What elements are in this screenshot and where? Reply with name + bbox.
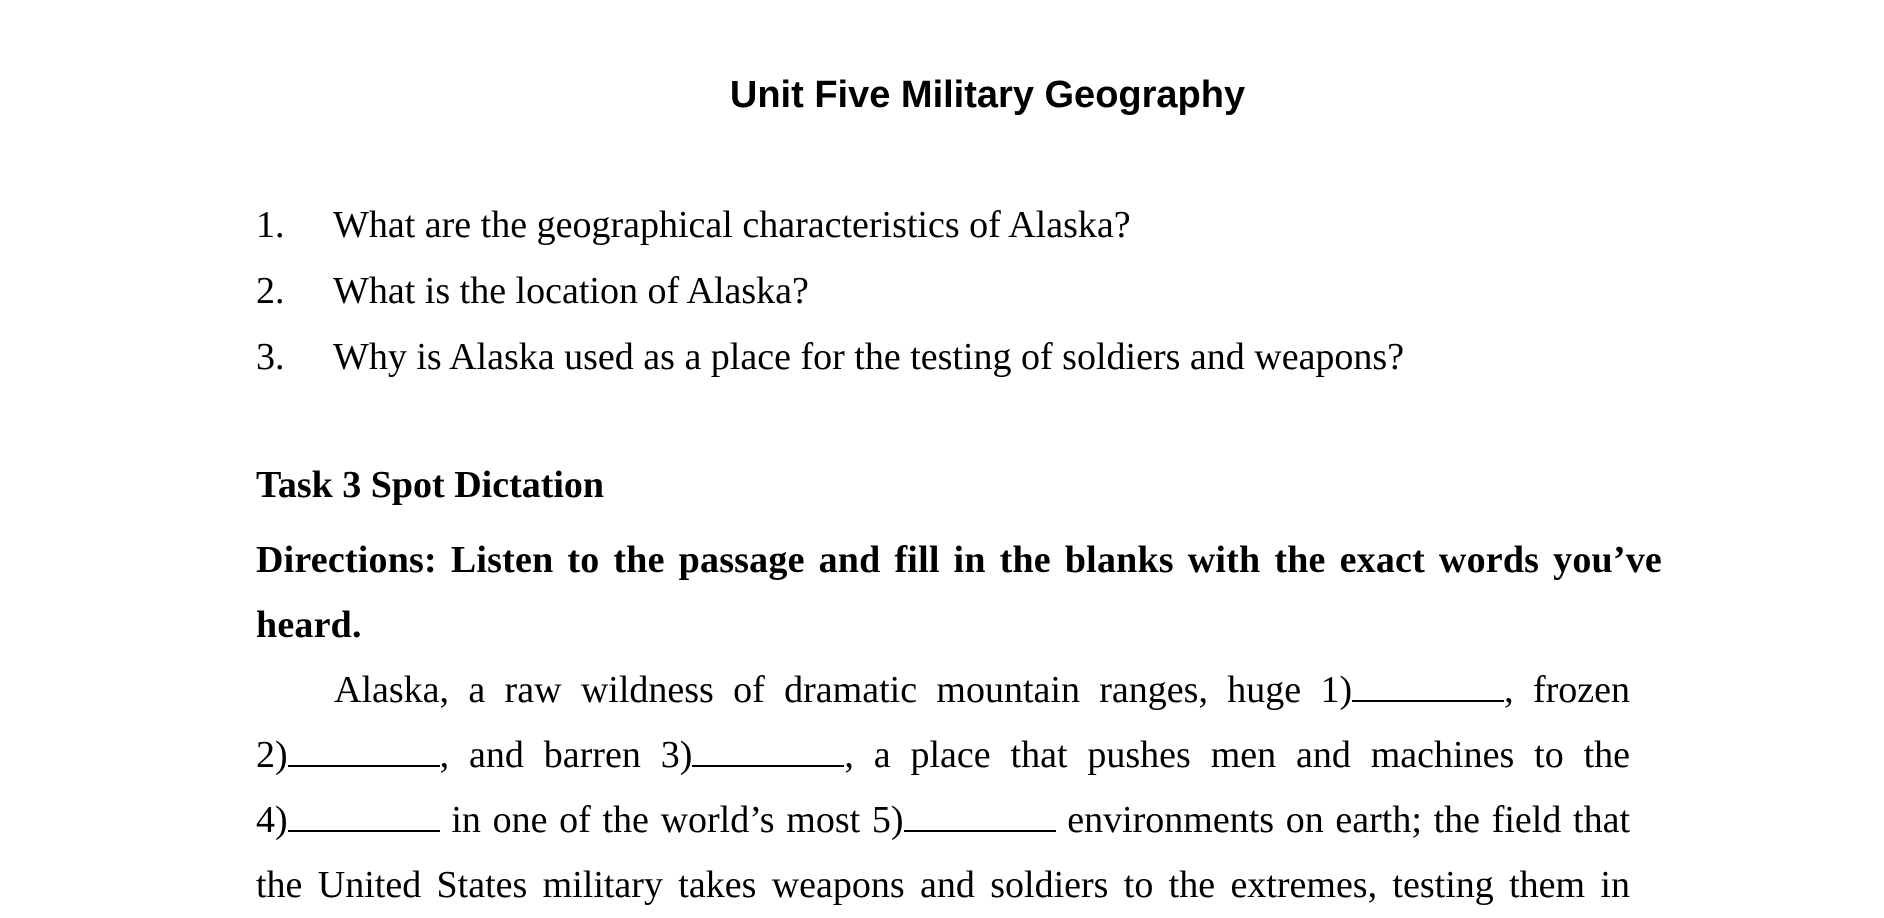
blank-number: 1) xyxy=(1320,669,1353,711)
blank-number: 5) xyxy=(871,799,904,841)
passage-text: , and barren xyxy=(439,734,641,776)
blank-1[interactable] xyxy=(1320,669,1630,711)
blank-line xyxy=(904,800,1056,832)
task-directions: Directions: Listen to the passage and fill in the blanks with the exact words you’ve heard. xyxy=(256,539,1662,646)
question-text: Why is Alaska used as a place for the testing of soldiers and weapons? xyxy=(333,336,1405,378)
blank-2[interactable] xyxy=(256,734,641,776)
question-number: 2. xyxy=(256,270,285,312)
passage-line xyxy=(256,723,1630,788)
question-text: What is the location of Alaska? xyxy=(333,270,809,312)
passage-text: in one of the world’s most xyxy=(439,799,861,841)
blank-number: 4) xyxy=(256,799,288,841)
passage-line xyxy=(256,788,1630,853)
question-item xyxy=(256,268,809,314)
passage-text: , a place that pushes men and machines to the xyxy=(844,734,1630,776)
passage-text: the United States military takes weapons and soldiers to the extremes, testing them in xyxy=(256,864,1630,906)
blank-line xyxy=(288,800,440,832)
question-item xyxy=(256,334,1404,380)
blank-5[interactable] xyxy=(872,799,1630,841)
blank-number: 2) xyxy=(256,734,288,776)
task-heading: Task 3 Spot Dictation xyxy=(256,464,605,506)
question-number: 3. xyxy=(256,336,285,378)
blank-line xyxy=(692,735,844,767)
passage-text: , frozen xyxy=(1504,669,1630,711)
page-title: Unit Five Military Geography xyxy=(729,74,1246,116)
passage-text: Alaska, a raw wildness of dramatic mountain ranges, huge xyxy=(334,669,1302,711)
dictation-passage xyxy=(256,658,1630,918)
passage-line xyxy=(256,853,1630,918)
blank-4[interactable] xyxy=(256,799,860,841)
question-text: What are the geographical characteristics of Alaska? xyxy=(333,204,1131,246)
passage-text: environments on earth; the field that xyxy=(1055,799,1631,841)
question-number: 1. xyxy=(256,204,285,246)
question-item xyxy=(256,202,1131,248)
blank-3[interactable] xyxy=(661,734,1630,776)
blank-number: 3) xyxy=(660,734,693,776)
blank-line xyxy=(288,735,440,767)
blank-line xyxy=(1352,670,1504,702)
passage-line xyxy=(256,658,1630,723)
